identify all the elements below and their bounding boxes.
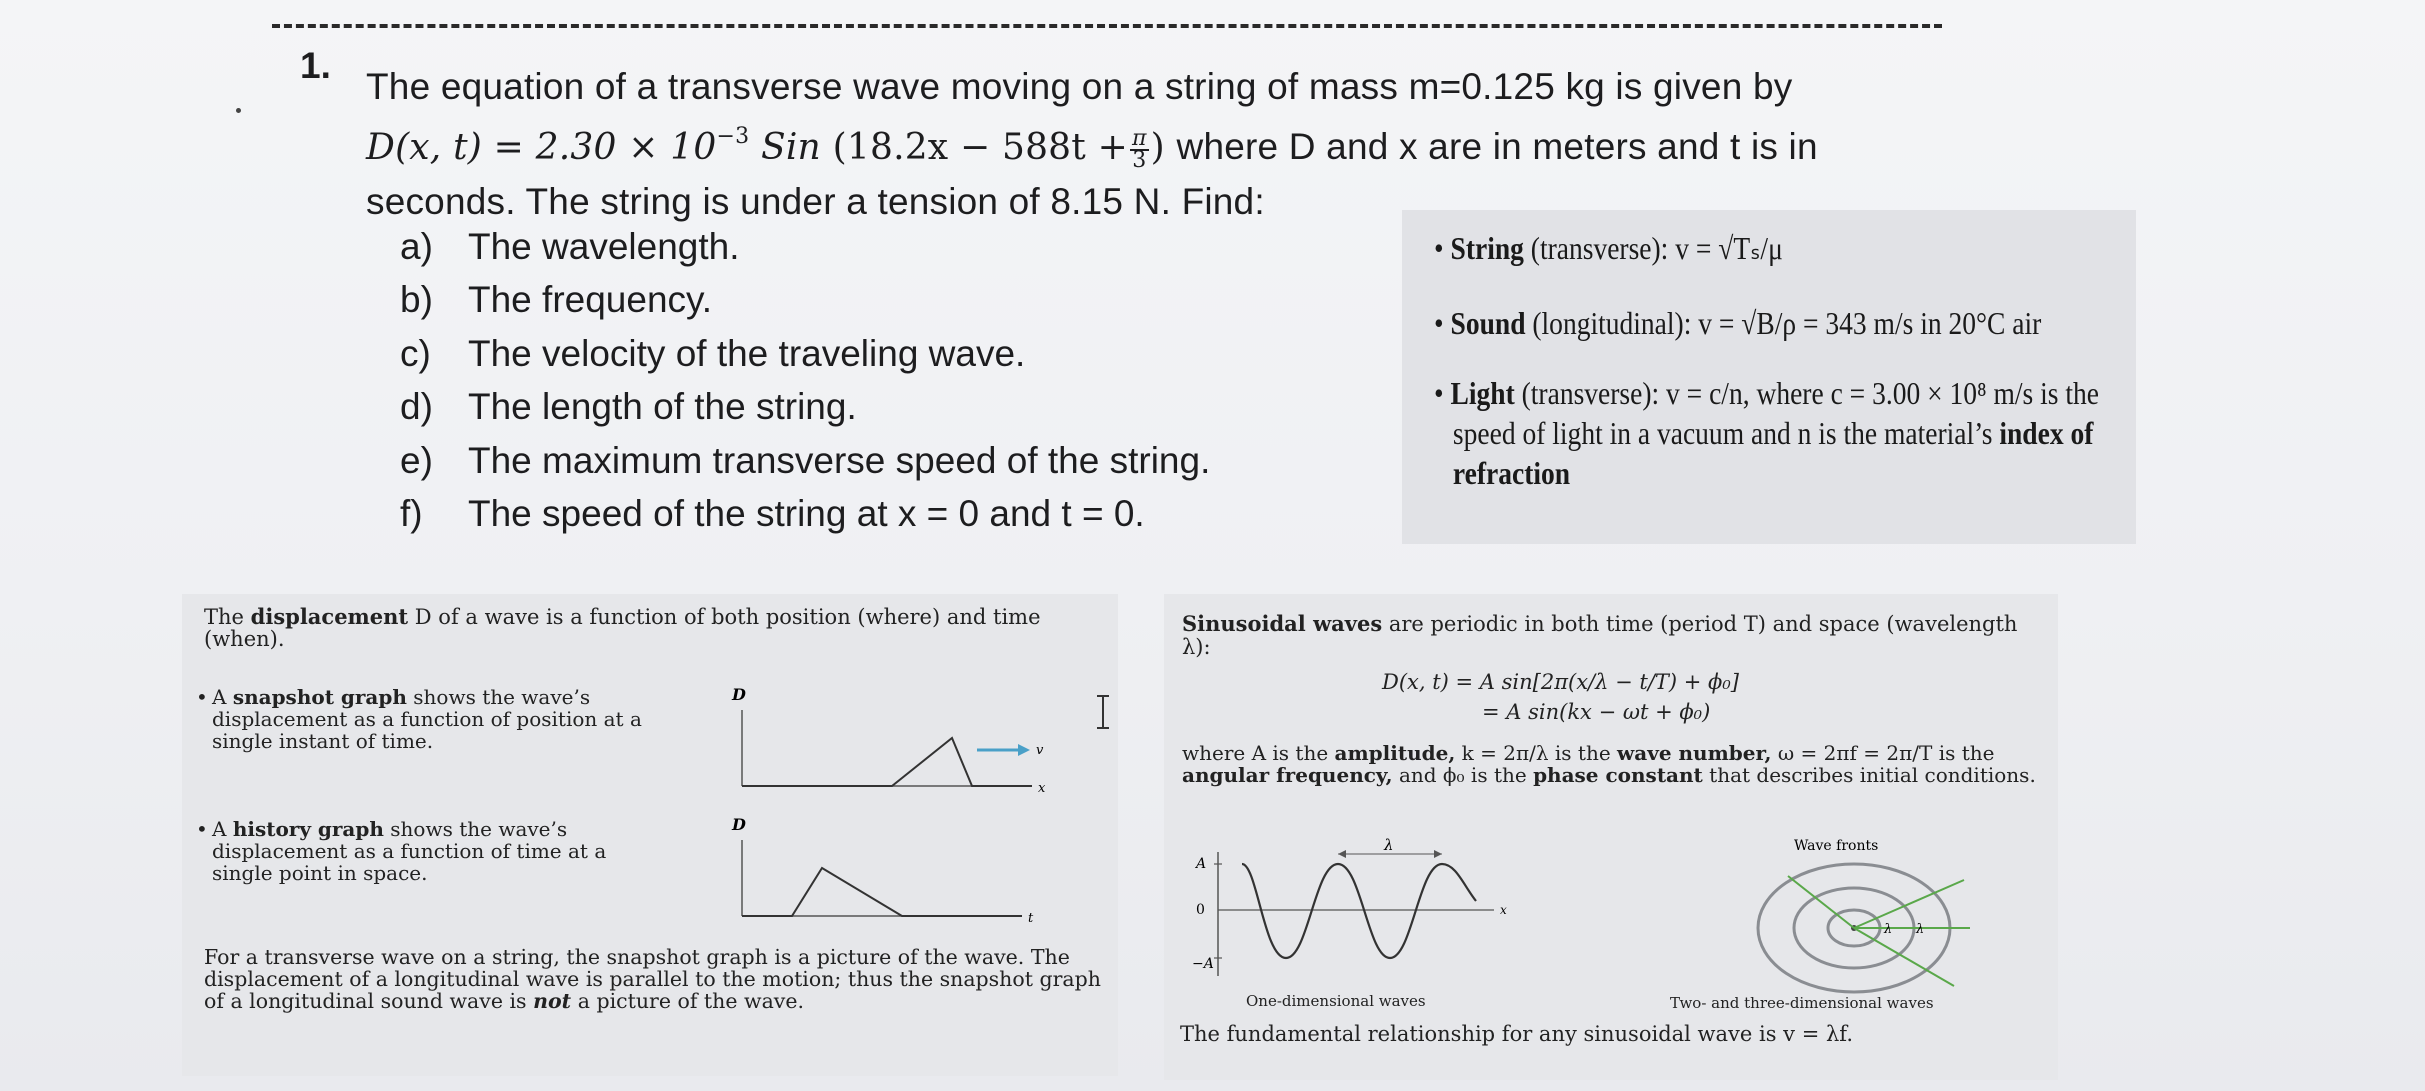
snapshot-graph [732,686,1052,798]
snapshot-graph-bullet: • A snapshot graph shows the wave’s displacement as a function of position at a single instant of time. [196,685,642,753]
wavelength-label: λ [1384,836,1394,854]
part-a: a) The wavelength. [400,226,740,267]
question-line-2: D(x, $t) = 2.30 \times 10^{-3}$ Sin (18.2x − 588t + $\frac{\pi}{3}$ ) where D and x are in meters and t is in [366,124,1818,173]
snapshot-x-label: x [1038,781,1046,796]
caption-one-dimensional: One-dimensional waves [1246,992,1426,1010]
sinusoidal-intro: Sinusoidal waves are periodic in both time (period T) and space (wavelength λ): [1182,611,2018,659]
zero-label: 0 [1196,902,1205,918]
string-speed-formula: • String (transverse): v = √Tₛ/μ [1434,230,1783,266]
sound-speed-formula: • Sound (longitudinal): v = √B/ρ = 343 m/s in 20°C air [1434,305,2042,341]
dashed-separator [272,24,1942,28]
part-b: b) The frequency. [400,279,713,320]
history-t-label: t [1028,911,1034,926]
part-e: e) The maximum transverse speed of the string. [400,440,1211,481]
part-d: d) The length of the string. [400,386,857,427]
displacement-intro: The displacement D of a wave is a function of both position (where) and time (when). [204,604,1041,651]
sinusoidal-equation-2: = A sin(kx − ωt + ϕ₀) [1482,700,1711,724]
wavefront-lambda-1: λ [1884,922,1893,937]
fundamental-relationship: The fundamental relationship for any sinusoidal wave is v = λf. [1180,1022,1853,1046]
sinusoidal-waves-panel [1164,594,2058,1080]
history-graph-bullet: • A history graph shows the wave’s displacement as a function of time at a single point in space. [196,817,607,885]
part-f: f) The speed of the string at x = 0 and t = 0. [400,493,1145,534]
one-dimensional-wave-graph [1192,836,1534,996]
question-line-1: The equation of a transverse wave moving on a string of mass m=0.125 kg is given by [366,66,1793,107]
wave-speed-formula-box [1402,210,2136,544]
wavefront-lambda-2: λ [1916,922,1925,937]
sinusoidal-equation-1: D(x, t) = A sin[2π(x/λ − t/T) + ϕ₀] [1382,670,1739,694]
light-speed-formula: • Light (transverse): v = c/n, where c = 3.00 × 10⁸ m/s is the speed of light in a vacuum and n is the material’s index of refraction [1434,375,2099,491]
velocity-label: v [1036,743,1044,758]
wave-fronts-label: Wave fronts [1794,838,1879,854]
amplitude-label: A [1196,856,1207,872]
displacement-panel [182,594,1118,1076]
transverse-vs-longitudinal-note: For a transverse wave on a string, the snapshot graph is a picture of the wave. The displacement of a longitudinal wave is parallel to the motion; thus the snapshot graph of a longitudinal sound wave is not a picture of the wave. [204,945,1101,1013]
caption-two-three-dimensional: Two- and three-dimensional waves [1670,994,1934,1012]
history-y-label: D [732,815,746,834]
text-cursor-icon [1096,694,1110,730]
part-c: c) The velocity of the traveling wave. [400,333,1026,374]
one-d-x-label: x [1500,903,1507,917]
question-line-3: seconds. The string is under a tension of 8.15 N. Find: [366,181,1265,222]
stray-mark [236,108,241,113]
parameter-definitions: where A is the amplitude, k = 2π/λ is the wave number, ω = 2πf = 2π/T is the angular frequency, and ϕ₀ is the phase constant that describes initial conditions. [1182,741,2036,787]
pi-over-3-fraction: $\frac{\pi}{3}$ [1131,126,1147,173]
snapshot-y-label: D [732,685,746,704]
wave-fronts-diagram [1744,836,2034,996]
wave-equation: D(x, $t) = 2.30 \times 10^{-3}$ Sin (18.2x − 588t + $\frac{\pi}{3}$ ) [366,124,1165,173]
history-graph [732,816,1052,928]
question-number: 1. [300,45,331,86]
neg-amplitude-label: −A [1192,956,1214,972]
